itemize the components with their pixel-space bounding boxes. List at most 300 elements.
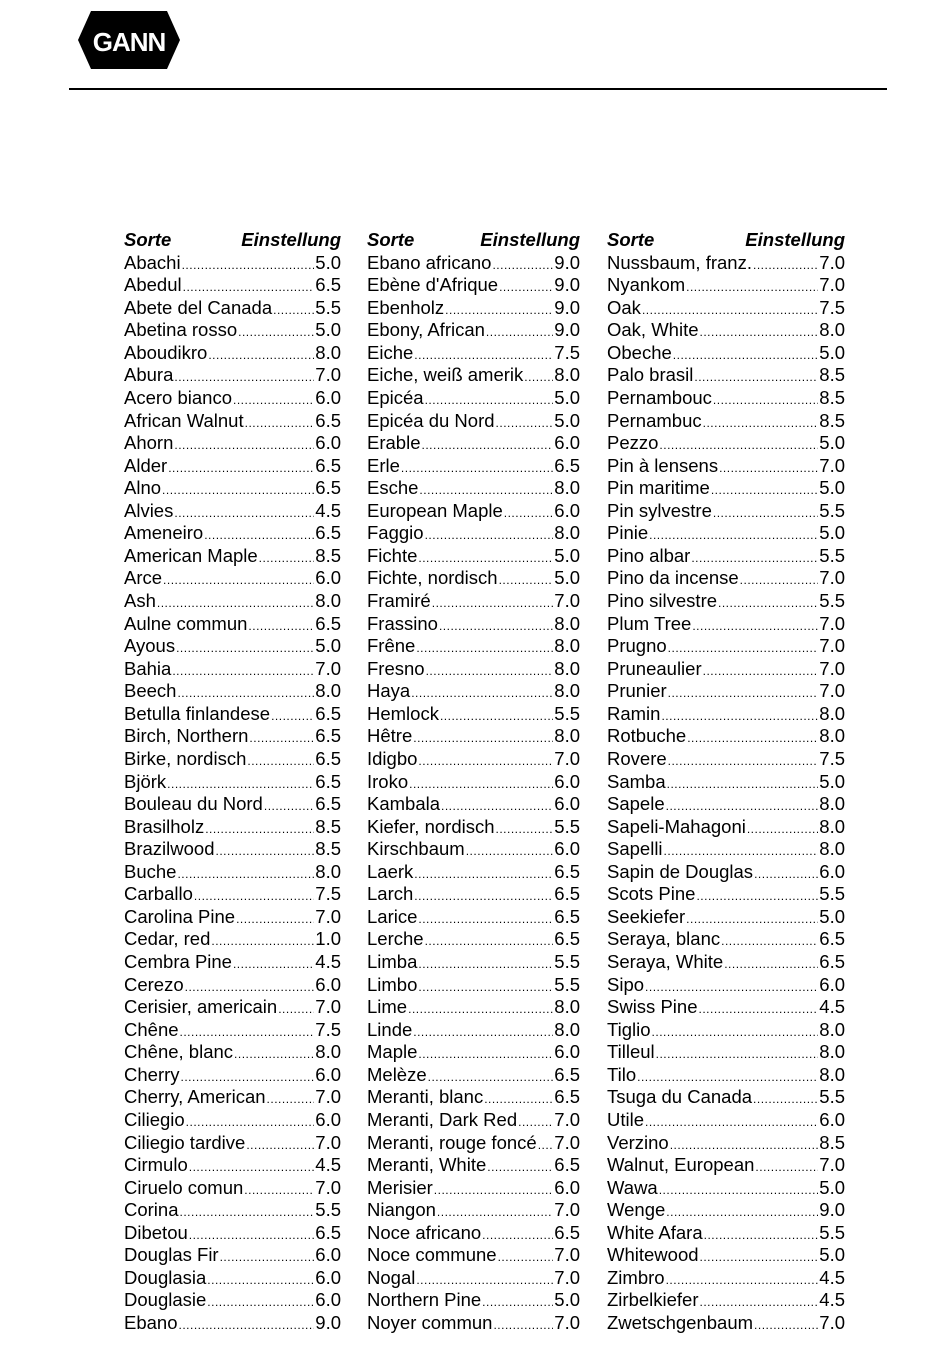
dot-leader [174,434,314,457]
header-sorte: Sorte [607,229,655,250]
dot-leader [703,412,819,435]
wood-name: European Maple [367,499,503,521]
wood-setting-value: 6.0 [315,1108,341,1130]
dot-leader [664,840,819,863]
dot-leader [408,998,553,1021]
wood-name: Faggio [367,522,424,544]
wood-name: Sipo [607,973,645,995]
wood-row [607,319,845,342]
wood-row [124,252,341,275]
wood-row [367,861,580,884]
wood-setting-value: 6.5 [315,409,341,431]
wood-name: Maple [367,1041,418,1063]
wood-name: Esche [367,477,419,499]
wood-name: Northern Pine [367,1289,482,1311]
wood-name: Frassino [367,612,438,634]
wood-setting-value: 5.0 [554,544,580,566]
wood-row [607,703,845,726]
dot-leader [207,1291,314,1314]
wood-name: Palo brasil [607,364,694,386]
dot-leader [174,366,314,389]
wood-setting-value: 7.5 [819,747,845,769]
dot-leader [180,1021,315,1044]
wood-name: Merisier [367,1176,433,1198]
wood-setting-value: 6.5 [554,1086,580,1108]
wood-row [367,455,580,478]
wood-row [124,522,341,545]
dot-leader [271,705,314,728]
header-divider [69,88,887,90]
wood-setting-value: 6.5 [554,860,580,882]
wood-setting-value: 8.0 [819,1018,845,1040]
wood-setting-value: 7.0 [315,1086,341,1108]
dot-leader [466,840,554,863]
wood-name: Zwetschgenbaum [607,1312,754,1334]
wood-name: Bouleau du Nord [124,793,263,815]
wood-row [367,1154,580,1177]
dot-leader [487,1156,553,1179]
wood-row [367,635,580,658]
wood-name: Pruneaulier [607,657,702,679]
wood-setting-value: 6.0 [554,793,580,815]
wood-name: Zimbro [607,1266,665,1288]
dot-leader [248,615,314,638]
wood-name: Ramin [607,702,661,724]
dot-leader [659,434,818,457]
wood-setting-value: 6.0 [554,1041,580,1063]
wood-row [124,771,341,794]
dot-leader [713,502,818,525]
wood-row [367,883,580,906]
wood-name: Betulla finlandese [124,702,271,724]
wood-row [124,951,341,974]
header-sorte: Sorte [367,229,415,250]
dot-leader [425,524,554,547]
wood-setting-value: 8.0 [554,725,580,747]
dot-leader [668,682,819,705]
dot-leader [245,412,315,435]
wood-name: Aboudikro [124,341,208,363]
dot-leader [673,344,818,367]
wood-name: Dibetou [124,1221,188,1243]
dot-leader [486,321,553,344]
wood-row [124,297,341,320]
wood-name: Abura [124,364,174,386]
wood-setting-value: 8.5 [315,838,341,860]
wood-setting-value: 5.5 [554,951,580,973]
wood-name: Fichte, nordisch [367,567,498,589]
dot-leader [437,1201,553,1224]
wood-row [124,1132,341,1155]
dot-leader [691,547,818,570]
wood-name: Alvies [124,499,174,521]
wood-name: Acero bianco [124,386,232,408]
wood-name: Ebano [124,1312,178,1334]
wood-name: White Afara [607,1221,703,1243]
wood-name: Ebenholz [367,296,445,318]
dot-leader [425,930,554,953]
wood-row [367,1199,580,1222]
wood-name: Pezzo [607,432,659,454]
dot-leader [421,434,553,457]
dot-leader [418,1043,553,1066]
wood-name: Brazilwood [124,838,215,860]
column-header [607,229,845,252]
wood-list [124,252,341,1335]
dot-leader [418,908,553,931]
wood-name: Framiré [367,590,431,612]
dot-leader [426,660,554,683]
wood-setting-value: 7.0 [554,1244,580,1266]
dot-leader [185,976,315,999]
wood-setting-value: 8.5 [819,1131,845,1153]
dot-leader [667,773,819,796]
wood-name: Bahia [124,657,172,679]
wood-name: Erle [367,454,400,476]
wood-row [367,816,580,839]
wood-name: Eiche [367,341,414,363]
wood-name: Utile [607,1108,645,1130]
wood-row [607,680,845,703]
dot-leader [652,1021,819,1044]
wood-setting-value: 7.0 [315,1131,341,1153]
wood-name: Abedul [124,274,182,296]
wood-name: Kirschbaum [367,838,465,860]
wood-setting-value: 6.5 [315,702,341,724]
wood-name: Haya [367,680,411,702]
wood-row [367,1312,580,1335]
dot-leader [718,592,818,615]
wood-setting-value: 7.5 [554,341,580,363]
wood-setting-value: 8.0 [819,319,845,341]
wood-name: Pin sylvestre [607,499,712,521]
wood-name: Kiefer, nordisch [367,815,495,837]
wood-row [124,635,341,658]
wood-name: Pino silvestre [607,590,718,612]
wood-row [607,906,845,929]
wood-setting-value: 6.5 [554,454,580,476]
wood-setting-value: 6.0 [315,1244,341,1266]
wood-row [607,477,845,500]
dot-leader [238,321,314,344]
wood-setting-value: 8.0 [554,522,580,544]
wood-setting-value: 5.0 [819,522,845,544]
dot-leader [264,795,314,818]
wood-name: Carballo [124,883,193,905]
wood-setting-value: 6.0 [315,1063,341,1085]
wood-setting-value: 8.0 [819,1063,845,1085]
wood-name: Chêne, blanc [124,1041,234,1063]
wood-setting-value: 7.0 [819,1312,845,1334]
wood-setting-value: 7.0 [819,251,845,273]
wood-name: Ebano africano [367,251,492,273]
wood-name: Scots Pine [607,883,696,905]
wood-name: Epicéa [367,386,424,408]
wood-row [607,274,845,297]
dot-leader [233,389,314,412]
dot-leader [205,818,314,841]
dot-leader [234,1043,314,1066]
wood-setting-value: 9.0 [819,1199,845,1221]
wood-name: Ameneiro [124,522,204,544]
wood-setting-value: 8.5 [819,409,845,431]
wood-setting-value: 7.0 [819,274,845,296]
wood-setting-value: 6.0 [315,1289,341,1311]
wood-row [607,1019,845,1042]
wood-setting-value: 5.5 [819,1086,845,1108]
wood-row [124,793,341,816]
wood-row [124,387,341,410]
wood-name: Corina [124,1199,179,1221]
wood-row [124,342,341,365]
dot-leader [183,276,315,299]
wood-name: Pernambouc [607,386,712,408]
wood-setting-value: 7.0 [819,612,845,634]
wood-row [367,658,580,681]
wood-setting-value: 6.5 [315,612,341,634]
wood-name: Niangon [367,1199,436,1221]
wood-name: Verzino [607,1131,669,1153]
wood-setting-value: 7.0 [315,905,341,927]
wood-row [367,545,580,568]
dot-leader [216,840,315,863]
wood-name: Cherry [124,1063,180,1085]
wood-setting-value: 6.0 [554,1176,580,1198]
wood-setting-value: 6.5 [315,477,341,499]
wood-name: Ebène d'Afrique [367,274,499,296]
wood-row [124,1177,341,1200]
wood-row [367,1132,580,1155]
dot-leader [753,1088,818,1111]
wood-name: Ayous [124,635,176,657]
dot-leader [496,412,554,435]
dot-leader [413,727,553,750]
dot-leader [414,344,553,367]
wood-setting-value: 6.5 [554,928,580,950]
wood-name: Melèze [367,1063,427,1085]
dot-leader [414,863,553,886]
wood-row [124,1109,341,1132]
wood-setting-value: 5.0 [554,1289,580,1311]
wood-setting-value: 7.0 [819,567,845,589]
wood-row [367,567,580,590]
dot-leader [247,750,314,773]
wood-setting-value: 8.0 [819,838,845,860]
dot-leader [687,727,818,750]
wood-name: Tilleul [607,1041,655,1063]
wood-name: Prunier [607,680,667,702]
dot-leader [496,818,554,841]
wood-name: Larch [367,883,414,905]
dot-leader [645,976,818,999]
wood-name: Pinie [607,522,649,544]
wood-name: Limba [367,951,418,973]
wood-setting-value: 7.0 [315,364,341,386]
wood-setting-value: 6.5 [315,1221,341,1243]
wood-setting-value: 4.5 [315,951,341,973]
dot-leader [524,366,553,389]
wood-setting-value: 8.0 [554,612,580,634]
wood-setting-value: 9.0 [315,1312,341,1334]
wood-setting-value: 4.5 [315,1154,341,1176]
wood-setting-value: 8.0 [819,793,845,815]
wood-name: Pino da incense [607,567,739,589]
wood-row [124,703,341,726]
wood-name: Tiglio [607,1018,651,1040]
wood-setting-value: 6.5 [315,725,341,747]
dot-leader [233,953,314,976]
wood-setting-value: 5.5 [819,883,845,905]
wood-name: Cerezo [124,973,184,995]
wood-row [607,432,845,455]
wood-setting-value: 4.5 [819,996,845,1018]
dot-leader [694,366,818,389]
wood-name: Birke, nordisch [124,747,247,769]
dot-leader [176,637,314,660]
wood-name: Cembra Pine [124,951,232,973]
wood-name: Nussbaum, franz. [607,251,752,273]
wood-row [367,252,580,275]
wood-name: Walnut, European [607,1154,755,1176]
wood-row [124,996,341,1019]
wood-name: Zirbelkiefer [607,1289,699,1311]
wood-setting-value: 6.0 [554,838,580,860]
wood-row [607,1064,845,1087]
dot-leader [432,592,554,615]
wood-row [607,590,845,613]
dot-leader [700,321,819,344]
dot-leader [747,818,818,841]
dot-leader [704,1224,819,1247]
wood-name: Sapele [607,793,665,815]
dot-leader [645,1111,818,1134]
header-einstellung: Einstellung [480,229,580,250]
wood-setting-value: 8.0 [554,364,580,386]
wood-name: Sapin de Douglas [607,860,754,882]
wood-row [607,567,845,590]
wood-row [367,297,580,320]
dot-leader [666,795,819,818]
wood-name: Meranti, rouge foncé [367,1131,537,1153]
wood-row [124,816,341,839]
wood-row [607,816,845,839]
wood-setting-value: 4.5 [819,1266,845,1288]
dot-leader [711,479,818,502]
dot-leader [180,1201,315,1224]
dot-leader [668,637,819,660]
dot-leader [204,524,314,547]
dot-leader [179,1314,315,1337]
wood-name: Beech [124,680,177,702]
wood-setting-value: 5.0 [819,341,845,363]
wood-name: Carolina Pine [124,905,236,927]
wood-name: Ciruelo comun [124,1176,244,1198]
wood-row [607,996,845,1019]
wood-row [607,297,845,320]
wood-name: Epicéa du Nord [367,409,495,431]
wood-name: Linde [367,1018,413,1040]
wood-row [367,387,580,410]
wood-row [607,1041,845,1064]
wood-row [367,996,580,1019]
wood-row [367,1019,580,1042]
wood-setting-value: 5.0 [554,386,580,408]
wood-row [124,1199,341,1222]
wood-name: Buche [124,860,177,882]
wood-setting-value: 7.0 [819,1154,845,1176]
wood-row [367,1267,580,1290]
wood-row [607,252,845,275]
wood-setting-value: 8.0 [819,1041,845,1063]
wood-setting-value: 6.5 [315,793,341,815]
wood-name: Hemlock [367,702,439,724]
wood-setting-value: 7.0 [554,1199,580,1221]
wood-setting-value: 6.5 [554,905,580,927]
column-header [367,229,580,252]
wood-row [607,658,845,681]
dot-leader [211,930,314,953]
wood-setting-value: 6.0 [315,386,341,408]
dot-leader [249,727,314,750]
wood-name: Cirmulo [124,1154,188,1176]
wood-name: Rotbuche [607,725,687,747]
wood-row [607,387,845,410]
wood-setting-value: 8.0 [819,702,845,724]
wood-row [367,410,580,433]
header-sorte: Sorte [124,229,172,250]
wood-setting-value: 4.5 [315,499,341,521]
wood-setting-value: 8.0 [554,635,580,657]
wood-setting-value: 9.0 [554,251,580,273]
dot-leader [163,569,314,592]
dot-leader [440,705,553,728]
logo-text: GANN [92,27,166,57]
dot-leader [482,1224,553,1247]
wood-row [607,838,845,861]
dot-leader [401,457,553,480]
wood-row [607,635,845,658]
dot-leader [208,344,314,367]
wood-row [124,883,341,906]
wood-name: Sapelli [607,838,663,860]
wood-name: Björk [124,770,167,792]
wood-setting-value: 7.0 [315,657,341,679]
wood-row [367,748,580,771]
wood-name: Oak [607,296,641,318]
wood-row [607,1244,845,1267]
wood-setting-value: 6.5 [315,454,341,476]
wood-setting-value: 8.0 [554,680,580,702]
dot-leader [670,1134,819,1157]
wood-row [607,1289,845,1312]
wood-name: Lime [367,996,408,1018]
wood-row [607,342,845,365]
wood-setting-value: 8.5 [819,386,845,408]
wood-row [367,319,580,342]
dot-leader [724,953,818,976]
wood-setting-value: 7.0 [819,680,845,702]
wood-setting-value: 5.0 [819,905,845,927]
wood-row [607,861,845,884]
wood-setting-value: 7.0 [554,747,580,769]
wood-setting-value: 9.0 [554,274,580,296]
wood-row [124,1154,341,1177]
wood-row [367,364,580,387]
wood-name: Abachi [124,251,181,273]
wood-row [124,613,341,636]
wood-row [124,748,341,771]
wood-row [367,951,580,974]
